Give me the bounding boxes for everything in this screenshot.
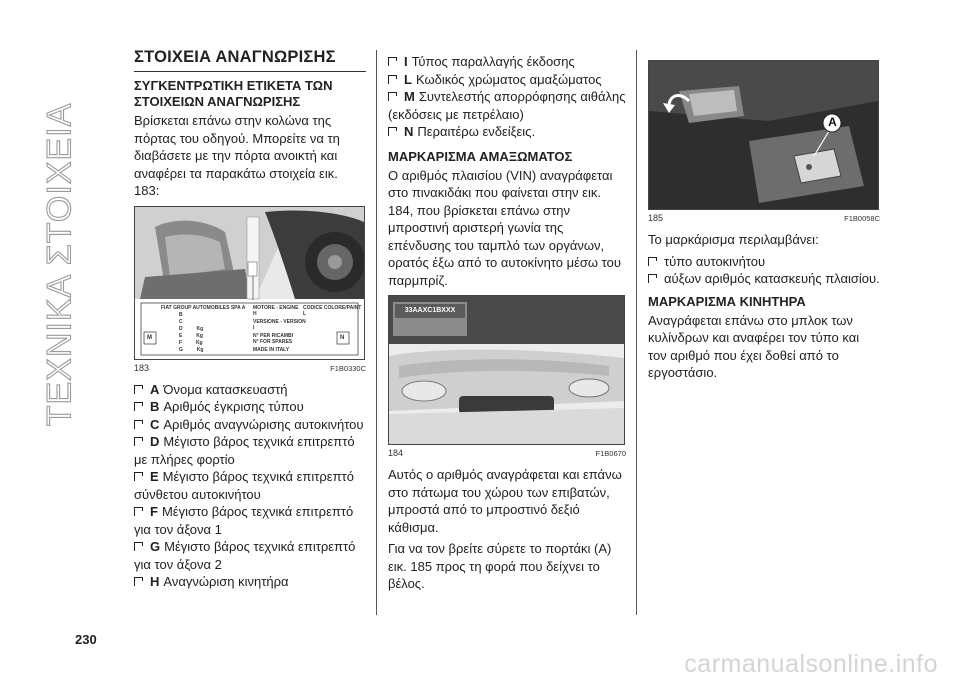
column-2 — [388, 53, 626, 597]
plate-row-c: C — [179, 318, 183, 325]
list-item: τύπο αυτοκινήτου — [648, 253, 880, 271]
figure-number: 183 — [134, 362, 150, 373]
plate-n: N — [340, 334, 345, 341]
plate-header: FIAT GROUP AUTOMOBILES SPA A — [161, 304, 246, 311]
sidebar-chapter-title: ΤΕΧΝΙΚΑ ΣΤΟΙΧΕΙΑ — [40, 102, 79, 427]
list-item: G Μέγιστο βάρος τεχνικά επιτρεπτό για τον άξονα 2 — [134, 539, 356, 572]
car-door-pillar-illustration — [135, 207, 364, 359]
column-3 — [648, 60, 880, 386]
plate-spares: N° FOR SPARES — [253, 338, 293, 345]
bullet-icon — [134, 472, 143, 482]
plate-row-d: D Kg — [179, 325, 204, 332]
bullet-icon — [134, 507, 143, 517]
callout-a: A — [828, 115, 837, 129]
bullet-icon — [648, 257, 657, 267]
plate-l: L — [303, 310, 307, 317]
column-divider — [376, 50, 377, 615]
figure-number: 184 — [388, 448, 404, 458]
plate-motor: MOTORE - ENGINE — [253, 304, 299, 311]
vin-plate: 33AAXC1BXXX — [395, 304, 465, 318]
plate-row-e: E Kg — [179, 332, 203, 339]
plate-m: M — [147, 334, 152, 341]
list-item: N Περαιτέρω ενδείξεις. — [388, 123, 626, 141]
car-front-illustration — [389, 296, 624, 444]
list-item: A Όνομα κατασκευαστή — [134, 381, 366, 399]
plate-row-f: F Kg — [179, 339, 203, 346]
list-item: I Τύπος παραλλαγής έκδοσης — [388, 53, 626, 71]
plate-row-g: G Kg — [179, 346, 204, 353]
figure-184-caption — [388, 448, 626, 458]
plate-codice: CODICE COLORE/PAINT — [303, 304, 362, 311]
bullet-icon — [134, 577, 143, 587]
bullet-icon — [134, 402, 143, 412]
list-label-contents — [134, 381, 366, 591]
bullet-icon — [134, 437, 143, 447]
column-divider — [636, 50, 637, 615]
figure-code: F1B0058C — [844, 214, 880, 223]
paragraph-engine-marking: Αναγράφεται επάνω στο μπλοκ των κυλίνδρων και αναφέρει τον τύπο και τον αριθμό που έχει δοθεί από το εργοστάσιο. — [648, 312, 860, 380]
list-label-contents-continued — [388, 53, 626, 141]
paragraph-floor-marking: Αυτός ο αριθμός αναγράφεται και επάνω στο πάτωμα του χώρου των επιβατών, μπροστά από το μπροστινό δεξιό κάθισμα. — [388, 467, 622, 535]
bullet-icon — [388, 92, 397, 102]
subheading-body-marking: ΜΑΡΚΑΡΙΣΜΑ ΑΜΑΞΩΜΑΤΟΣ — [388, 148, 573, 164]
figure-183 — [134, 206, 365, 360]
figure-number: 185 — [648, 213, 664, 223]
paragraph-slide-cover: Για να τον βρείτε σύρετε το πορτάκι (A) εικ. 185 προς τη φορά που δείχνει το βέλος. — [388, 541, 612, 591]
list-item: αύξων αριθμός κατασκευής πλαισίου. — [648, 270, 880, 288]
watermark: carmanualsonline.info — [684, 650, 938, 678]
paragraph-marking-includes: Το μαρκάρισμα περιλαμβάνει: — [648, 232, 819, 247]
figure-185-caption — [648, 213, 880, 223]
bullet-icon — [134, 385, 143, 395]
figure-184 — [388, 295, 625, 445]
bullet-icon — [388, 57, 397, 67]
list-item: L Κωδικός χρώματος αμαξώματος — [388, 71, 626, 89]
plate-i: I — [253, 324, 255, 331]
list-item: E Μέγιστο βάρος τεχνικά επιτρεπτό σύνθετου αυτοκινήτου — [134, 469, 354, 502]
bullet-icon — [388, 75, 397, 85]
bullet-icon — [134, 542, 143, 552]
floor-cover-illustration — [649, 61, 878, 209]
page-number: 230 — [75, 632, 97, 647]
paragraph-vin-location: Ο αριθμός πλαισίου (VIN) αναγράφεται στο πινακιδάκι που φαίνεται στην εικ. 184, που βρίσκεται επάνω στην μπροστινή αριστερή γωνία της επένδυσης του ταμπλό των οργάνων, ορατός έξω από το αυτοκίνητο μέσω του παρμπρίζ. — [388, 167, 621, 288]
figure-183-caption — [134, 363, 366, 373]
plate-versione: VERSIONE - VERSION — [253, 318, 306, 325]
list-item: B Αριθμός έγκρισης τύπου — [134, 398, 366, 416]
figure-code: F1B0670 — [595, 449, 626, 458]
plate-made-in: MADE IN ITALY — [253, 346, 290, 353]
subheading-engine-marking: ΜΑΡΚΑΡΙΣΜΑ ΚΙΝΗΤΗΡΑ — [648, 293, 806, 309]
plate-ricambi: N° PER RICAMBI — [253, 332, 294, 339]
bullet-icon — [648, 274, 657, 284]
list-item: H Αναγνώριση κινητήρα — [134, 573, 366, 591]
figure-code: F1B0330C — [330, 363, 366, 373]
paragraph-label-location: Βρίσκεται επάνω στην κολώνα της πόρτας του οδηγού. Μπορείτε να τη διαβάσετε με την πόρτα ανοικτή και αναφέρει τα παρακάτω στοιχεία εικ. 183: — [134, 113, 340, 198]
plate-h: H — [253, 310, 257, 317]
bullet-icon — [134, 420, 143, 430]
bullet-icon — [388, 127, 397, 137]
column-1 — [134, 48, 366, 591]
title-rule — [134, 71, 366, 72]
list-item: C Αριθμός αναγνώρισης αυτοκινήτου — [134, 416, 366, 434]
subheading-label: ΣΥΓΚΕΝΤΡΩΤΙΚΗ ΕΤΙΚΕΤΑ ΤΩΝ ΣΤΟΙΧΕΙΩΝ ΑΝΑΓΝΩΡΙΣΗΣ — [134, 78, 333, 109]
list-item: M Συντελεστής απορρόφησης αιθάλης (εκδόσεις με πετρέλαιο) — [388, 89, 626, 122]
section-title: ΣΤΟΙΧΕΙΑ ΑΝΑΓΝΩΡΙΣΗΣ — [134, 48, 336, 66]
list-item: D Μέγιστο βάρος τεχνικά επιτρεπτό με πλήρες φορτίο — [134, 434, 355, 467]
figure-185 — [648, 60, 879, 210]
list-item: F Μέγιστο βάρος τεχνικά επιτρεπτό για τον άξονα 1 — [134, 504, 354, 537]
plate-row-b: B — [179, 311, 183, 318]
